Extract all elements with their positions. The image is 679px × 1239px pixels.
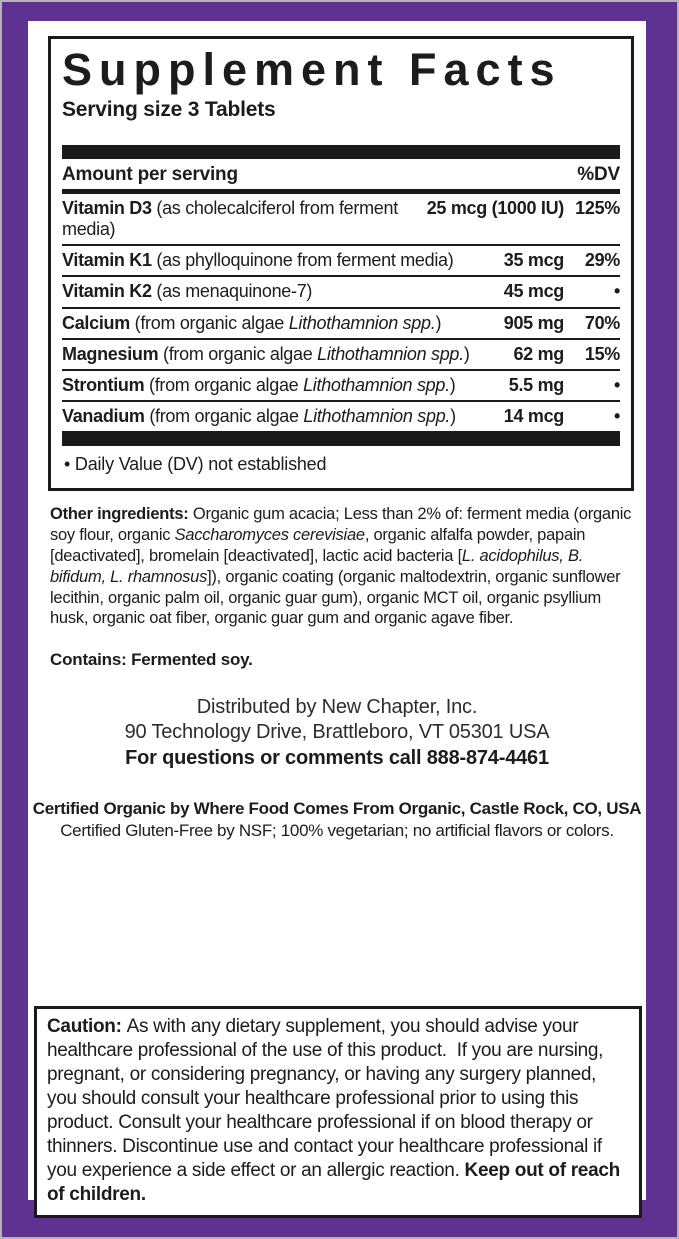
caution-text bbox=[47, 1015, 629, 1207]
nutrient-desc: (as menaquinone-7) bbox=[151, 281, 313, 302]
distributor-line1: Distributed by New Chapter, Inc. bbox=[196, 696, 478, 719]
text-segment: Keep out of reach of children. bbox=[47, 1159, 625, 1205]
distributor-phone-line: For questions or comments call 888-874-4461 bbox=[125, 746, 549, 769]
table-row bbox=[62, 309, 620, 340]
text-segment: ]), organic coating (organic maltodextrin, organic sunflower lecithin, organic palm oil, organic guar gum), organic MCT oil, organic psyllium husk, organic oat fiber, organic guar gum and organic agave fiber. bbox=[50, 567, 621, 628]
nutrient-dv: 29% bbox=[584, 250, 620, 271]
nutrient-name: Vanadium bbox=[62, 406, 145, 427]
other-ingredients bbox=[50, 504, 638, 629]
nutrient-desc-close: ) bbox=[450, 406, 456, 427]
label-page bbox=[28, 21, 646, 1205]
nutrient-desc-close: ) bbox=[449, 375, 456, 395]
nutrient-dv: • bbox=[613, 406, 620, 427]
nutrient-amount: 5.5 mg bbox=[508, 375, 564, 395]
dv-header: %DV bbox=[577, 163, 620, 185]
nutrient-dv: 70% bbox=[584, 312, 620, 333]
nutrient-label bbox=[62, 344, 513, 365]
nutrient-amount: 45 mcg bbox=[503, 281, 564, 302]
text-segment: Saccharomyces cerevisiae bbox=[174, 526, 365, 545]
nutrient-dv: • bbox=[613, 375, 620, 395]
nutrient-species: Lithothamnion spp. bbox=[303, 375, 450, 395]
nutrient-name: Magnesium bbox=[62, 343, 159, 364]
text-segment: Organic gum acacia; Less than 2% of: ferment media (organic soy flour, organic bbox=[50, 505, 632, 545]
nutrient-desc: (from organic algae bbox=[144, 375, 304, 395]
nutrient-desc-close: ) bbox=[463, 343, 470, 364]
table-row bbox=[62, 371, 620, 402]
nutrient-desc: (as phylloquinone from ferment media) bbox=[151, 250, 454, 271]
nutrient-label bbox=[62, 250, 504, 271]
nutrient-species: Lithothamnion spp. bbox=[288, 312, 436, 333]
certification-organic: Certified Organic by Where Food Comes From Organic, Castle Rock, CO, USA bbox=[32, 798, 642, 818]
amount-per-serving-header: Amount per serving bbox=[62, 163, 238, 185]
nutrient-amount: 62 mg bbox=[513, 343, 564, 364]
caution-box bbox=[34, 1006, 642, 1218]
table-row bbox=[62, 194, 620, 246]
nutrient-desc: (from organic algae bbox=[129, 312, 289, 333]
nutrient-desc: (from organic algae bbox=[144, 406, 304, 427]
nutrient-dv: • bbox=[613, 281, 620, 302]
table-row bbox=[62, 402, 620, 433]
nutrient-desc: (from organic algae bbox=[158, 343, 318, 364]
nutrient-name: Vitamin K2 bbox=[62, 281, 152, 302]
text-segment: Caution: bbox=[47, 1016, 127, 1037]
nutrient-desc-close: ) bbox=[435, 312, 442, 333]
certifications bbox=[28, 798, 646, 842]
thick-divider-top bbox=[62, 145, 620, 159]
nutrient-amount: 35 mcg bbox=[503, 250, 564, 271]
nutrient-name: Vitamin K1 bbox=[62, 250, 152, 271]
nutrient-name: Vitamin D3 bbox=[62, 197, 152, 218]
nutrient-desc: (as cholecalciferol from ferment media) bbox=[62, 197, 398, 239]
table-row bbox=[62, 277, 620, 308]
supplement-facts-panel bbox=[48, 36, 634, 491]
contains-statement: Contains: Fermented soy. bbox=[50, 650, 253, 670]
table-row bbox=[62, 340, 620, 371]
nutrient-label bbox=[62, 281, 504, 302]
panel-title: Supplement Facts bbox=[62, 44, 562, 95]
thick-divider-bottom bbox=[62, 433, 620, 446]
nutrient-name: Calcium bbox=[62, 312, 130, 333]
nutrient-amount: 25 mcg (1000 IU) bbox=[426, 197, 564, 218]
text-segment: L. acidophilus, B. bifidum, L. rhamnosus bbox=[50, 547, 584, 586]
text-segment: As with any dietary supplement, you should advise your healthcare professional of the use of this product. If you are nursing, pregnant, or considering pregnancy, or having any surgery planned, you should consult your healthcare professional prior to using this product. Consult your healthcare professional if on blood therapy or thinners. Discontinue use and contact your healthcare professional if you experience a side effect or an allergic reaction. bbox=[47, 1016, 609, 1181]
text-segment: Other ingredients: bbox=[50, 505, 193, 524]
nutrient-name: Strontium bbox=[62, 375, 145, 395]
nutrient-amount: 905 mg bbox=[503, 312, 564, 333]
nutrient-label bbox=[62, 198, 427, 240]
nutrient-label bbox=[62, 313, 504, 334]
table-row bbox=[62, 246, 620, 277]
dv-footnote: • Daily Value (DV) not established bbox=[64, 454, 327, 475]
nutrient-table bbox=[62, 194, 620, 434]
distributor-line2: 90 Technology Drive, Brattleboro, VT 05301 USA bbox=[124, 721, 550, 744]
nutrient-dv: 15% bbox=[584, 343, 620, 364]
certification-gluten-free: Certified Gluten-Free by NSF; 100% vegetarian; no artificial flavors or colors. bbox=[60, 820, 614, 840]
distributor-info bbox=[28, 695, 646, 771]
nutrient-amount: 14 mcg bbox=[503, 406, 564, 427]
column-header-row bbox=[62, 159, 620, 194]
nutrient-dv: 125% bbox=[575, 197, 620, 218]
nutrient-label bbox=[62, 406, 504, 427]
nutrient-label bbox=[62, 375, 509, 396]
nutrient-species: Lithothamnion spp. bbox=[317, 343, 464, 364]
text-segment: , organic alfalfa powder, papain [deactivated], bromelain [deactivated], lactic acid bacteria [ bbox=[50, 526, 586, 566]
nutrient-species: Lithothamnion spp. bbox=[303, 406, 451, 427]
serving-size: Serving size 3 Tablets bbox=[62, 97, 276, 121]
